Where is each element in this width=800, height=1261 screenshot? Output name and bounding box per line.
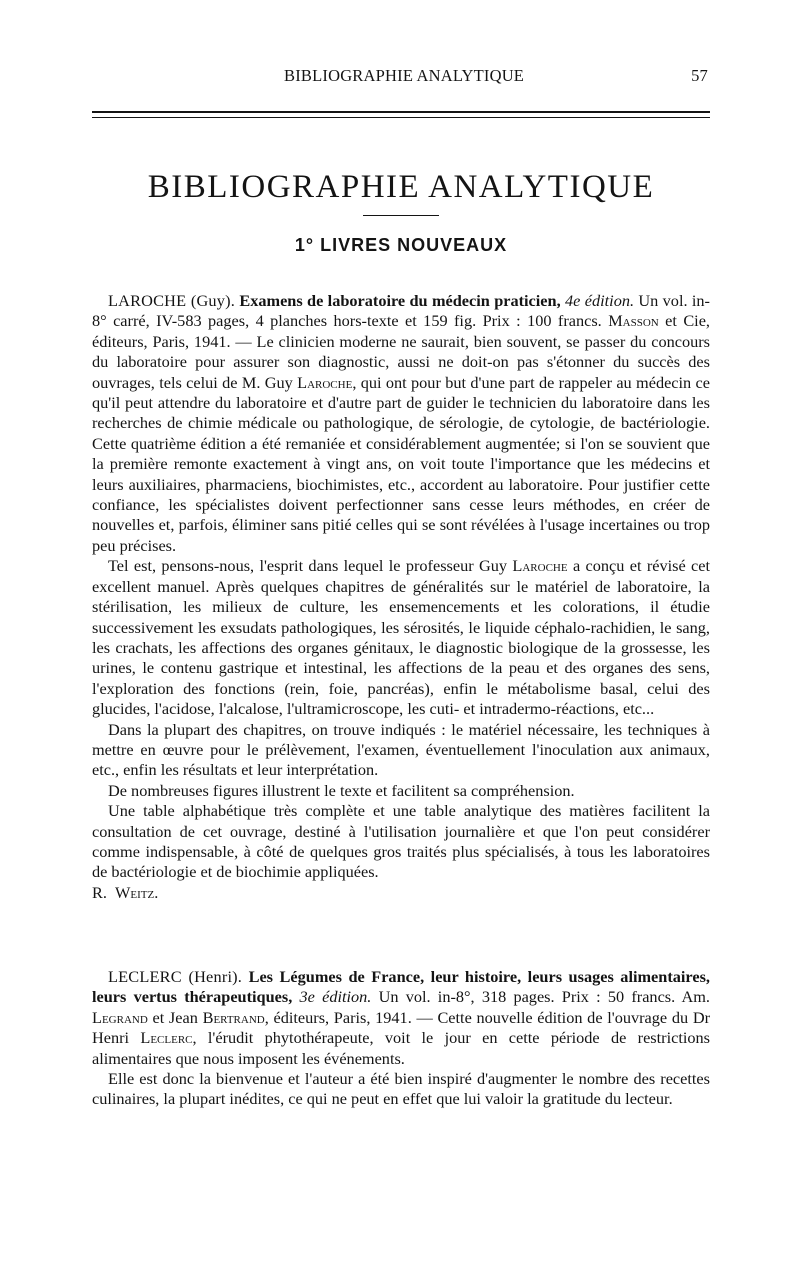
review-entry-laroche — [92, 291, 710, 903]
header-rule-thin — [92, 117, 710, 118]
entry-text: et Cie, éditeurs, Paris, 1941. — Le clinicien moderne ne saurait, bien souvent, se passer du concours du laboratoire pour assurer son diagnostic, aussi ne doit-on pas s'étonner du succès des ouvrages, tels celui de M. Guy — [92, 311, 710, 392]
entry-text: éditeurs, Paris, 1941. — Cette nouvelle édition de l'ouvrage du Dr Henri — [92, 1007, 710, 1048]
entry-imprint: Un vol. in-8° carré, IV-583 pages, 4 planches hors-texte et 159 fig. Prix : 100 francs. — [92, 291, 710, 331]
entry-signature — [92, 883, 710, 903]
running-title: BIBLIOGRAPHIE ANALYTIQUE — [284, 66, 525, 85]
page-title: BIBLIOGRAPHIE ANALYTIQUE — [147, 169, 655, 205]
entry-publisher: Legrand — [92, 1007, 148, 1027]
entry-book-title: Examens de laboratoire du médecin praticien, — [239, 291, 561, 310]
section-title: 1° LIVRES NOUVEAUX — [294, 235, 508, 255]
entry-text: , l'érudit phytothérapeute, voit le jour en cette période de restrictions alimentaires que nous imposent les événements. — [92, 1028, 710, 1068]
entry-author-ref: Leclerc — [140, 1028, 193, 1048]
entry-author-ref: Laroche — [512, 556, 568, 576]
entry-author: LAROCHE (Guy). — [108, 291, 235, 310]
entry-paragraph — [92, 291, 710, 556]
entry-publisher: Bertrand, — [202, 1007, 269, 1027]
header-rule-thick — [92, 111, 710, 113]
page-number: 57 — [691, 66, 708, 85]
entry-book-title: Les Légumes de France, leur histoire, leurs usages alimentaires, leurs vertus thérapeutiques, — [92, 967, 710, 1007]
entry-edition: 3e édition. — [299, 987, 372, 1007]
signature-initial: R. — [92, 882, 107, 902]
entry-text: Une table alphabétique très complète et une table analytique des matières facilitent la consultation de cet ouvrage, destiné à l'utilisation journalière et que l'on peut considérer comme indispensable, à côté de quelques gros traités plus spécialisés, à tous les laboratoires de bactériologie et de biochimie appliquées. — [92, 801, 710, 882]
entry-author: LECLERC (Henri). — [108, 967, 243, 986]
entry-paragraph — [92, 556, 710, 719]
entry-paragraph — [92, 967, 710, 1069]
title-underline — [363, 215, 439, 216]
entry-text: et Jean — [152, 1007, 198, 1027]
entry-paragraph: Dans la plupart des chapitres, on trouve indiqués : le matériel nécessaire, les techniques à mettre en œuvre pour le prélèvement, l'examen, éventuellement l'inoculation aux animaux, etc., enfin les résultats et leur interprétation. — [92, 719, 710, 780]
entry-text: Tel est, pensons-nous, l'esprit dans lequel le professeur Guy — [108, 556, 508, 576]
entry-text: , qui ont pour but d'une part de rappeler au médecin ce qu'il peut attendre du laboratoire et d'autre part de guider le technicien du laboratoire dans les recherches de chimie médicale ou pathologique, de sérologie, de cytologie, de bactériologie. Cette quatrième édition a été remaniée et considérablement augmentée; si l'on se souvient que la première remonte exactement à vingt ans, on voit toute l'importance que les médecins et leurs auxiliaires, pharmaciens, biochimistes, etc., accordent au laboratoire. Pour justifier cette confiance, les spécialistes doivent perfectionner sans cesse leurs méthodes, en créer de nouvelles et, parfois, éliminer sans pitié celles qui se sont révélées à l'usage incertaines ou trop peu précises. — [92, 372, 710, 555]
entry-paragraph: De nombreuses figures illustrent le texte et facilitent sa compréhension. — [108, 780, 575, 800]
review-entry-leclerc — [92, 967, 710, 1110]
running-header — [92, 66, 710, 88]
entry-paragraph — [92, 801, 710, 883]
entry-edition: 4e édition. — [565, 291, 635, 310]
entry-imprint: Un vol. in-8°, 318 pages. Prix : 50 francs. Am. — [378, 987, 711, 1007]
entry-text: a conçu et révisé cet excellent manuel. Après quelques chapitres de généralités sur le matériel de laboratoire, la stérilisation, les milieux de culture, les ensemencements et les colorations, il étudie successivement les exsudats pathologiques, les sérosités, le liquide céphalo-rachidien, le sang, les crachats, les affections des organes génitaux, le diagnostic biologique de la grossesse, les urines, le contenu gastrique et intestinal, les affections de la peau et des organes des sens, l'exploration des fonctions (rein, foie, pancréas), enfin le métabolisme basal, celui des glucides, l'acidose, l'alcalose, l'ultramicroscope, les cuti- et intradermo-réactions, etc... — [92, 556, 711, 719]
signature-name: Weitz. — [115, 882, 159, 902]
entry-author-ref: Laroche — [297, 372, 353, 392]
entry-publisher: Masson — [608, 311, 659, 331]
entry-paragraph: Elle est donc la bienvenue et l'auteur a été bien inspiré d'augmenter le nombre des recettes culinaires, la plupart inédites, ce qui ne peut en effet que lui valoir la gratitude du lecteur. — [92, 1069, 710, 1109]
